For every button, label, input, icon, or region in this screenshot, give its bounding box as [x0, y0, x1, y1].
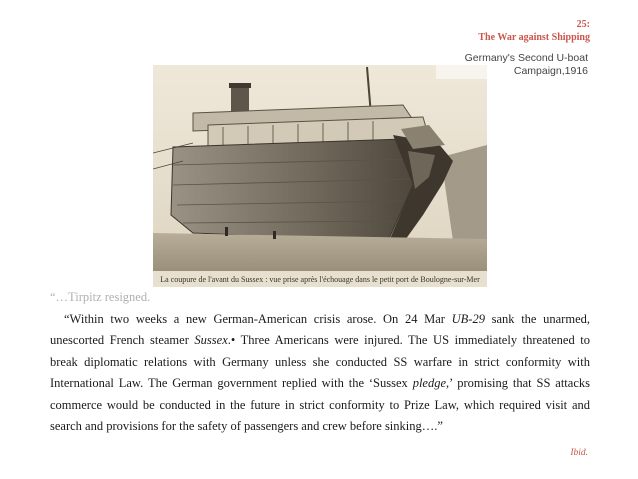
pledge-word: pledge — [412, 376, 447, 390]
slide-number: 25: — [576, 19, 590, 30]
photo-caption: La coupure de l'avant du Sussex : vue prise après l'échouage dans le petit port de Boulogne-sur-Mer — [160, 275, 480, 284]
quote-text-open: “Within two weeks a new German-American crisis arose. On 24 Mar — [64, 311, 452, 326]
chapter-title: The War against Shipping — [478, 32, 590, 43]
quote-lead: “…Tirpitz resigned. — [50, 290, 151, 304]
slide-header — [478, 18, 590, 44]
quote-body — [50, 287, 590, 438]
quote-text-end: ,’ promising that SS attacks commerce would be conducted in the future in strict conformity to Prize Law, which required visit and search and provisions for the safety of passengers and crew before sinking….” — [50, 376, 590, 433]
subtitle-line-2: Campaign,1916 — [513, 65, 588, 77]
subtitle-line-1: Germany's Second U-boat — [464, 52, 588, 64]
quote-text-mid1: sank the unarmed, unescorted French steamer — [50, 311, 590, 347]
historical-photo — [153, 65, 487, 287]
wrecked-ship-image — [153, 65, 487, 287]
quote-text-mid2: .• Three Americans were injured. The US immediately threatened to break diplomatic relations with Germany unless she conducted SS warfare in strict conformity with International Law. The German government replied with the ‘Sussex — [50, 333, 590, 390]
quote-paragraph — [50, 309, 590, 438]
ship-name: Sussex — [194, 333, 228, 347]
slide-subtitle — [436, 51, 590, 79]
source-citation: Ibid. — [570, 448, 588, 458]
uboat-name: UB-29 — [451, 311, 485, 326]
